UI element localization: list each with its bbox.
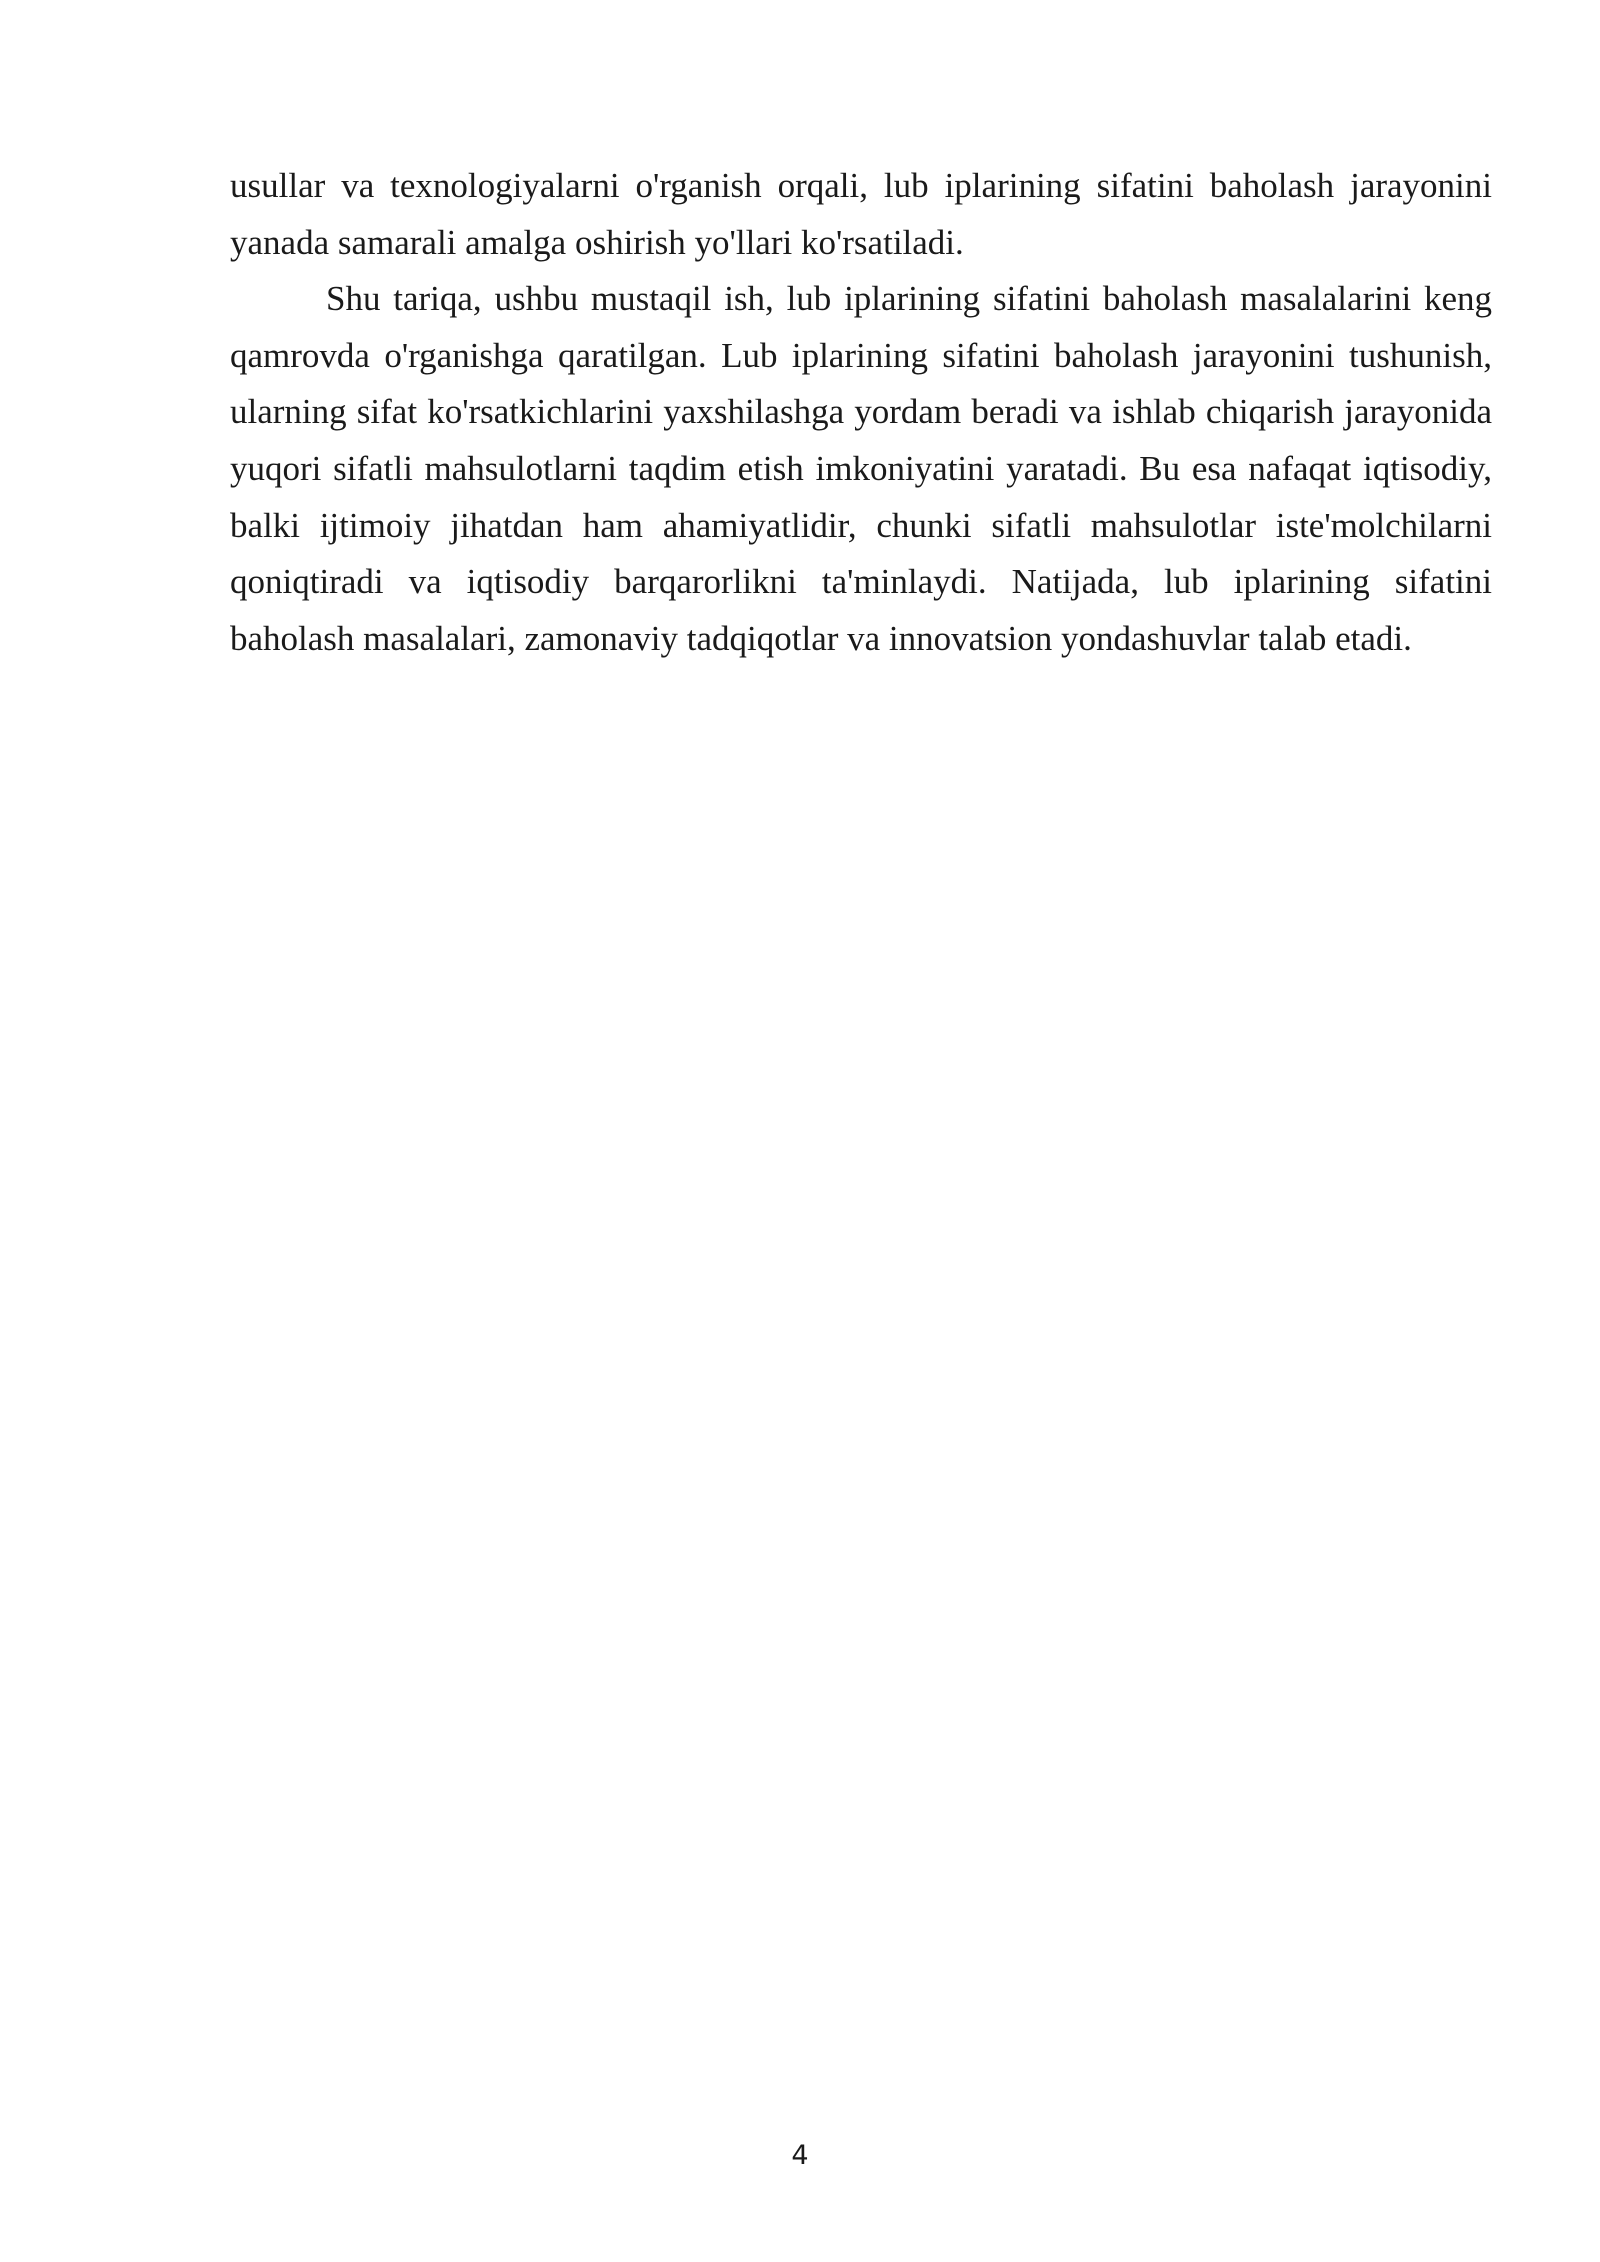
page-number: 4	[791, 2140, 809, 2171]
paragraph-conclusion: Shu tariqa, ushbu mustaqil ish, lub iplarining sifatini baholash masalalarini keng qamrovda o'rganishga qaratilgan. Lub iplarining sifatini baholash jarayonini tushunish, ularning sifat ko'rsatkichlarini yaxshilashga yordam beradi va ishlab chiqarish jarayonida yuqori sifatli mahsulotlarni taqdim etish imkoniyatini yaratadi. Bu esa nafaqat iqtisodiy, balki ijtimoiy jihatdan ham ahamiyatlidir, chunki sifatli mahsulotlar iste'molchilarni qoniqtiradi va iqtisodiy barqarorlikni ta'minlaydi. Natijada, lub iplarining sifatini baholash masalalari, zamonaviy tadqiqotlar va innovatsion yondashuvlar talab etadi.	[230, 279, 1492, 658]
paragraph-continuation: usullar va texnologiyalarni o'rganish orqali, lub iplarining sifatini baholash jarayonini yanada samarali amalga oshirish yo'llari ko'rsatiladi.	[230, 166, 1492, 262]
body-text	[230, 158, 1492, 667]
